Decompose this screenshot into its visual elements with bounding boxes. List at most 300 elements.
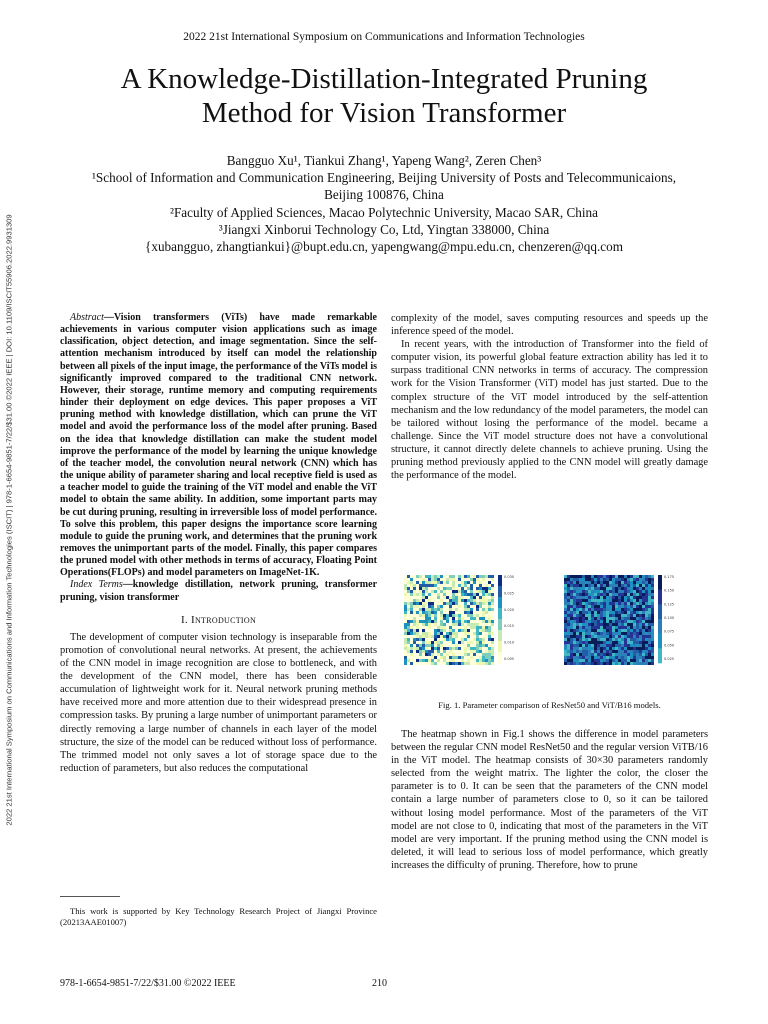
heatmap-cell [464, 611, 467, 614]
colorbar-tick-label: 0.025 [504, 591, 515, 596]
heatmap-cell [606, 596, 609, 599]
heatmap-cell [428, 602, 431, 605]
heatmap-cell [564, 593, 567, 596]
left-column [60, 312, 377, 775]
heatmap-cell [431, 650, 434, 653]
heatmap-cell [422, 617, 425, 620]
heatmap-cell [606, 608, 609, 611]
heatmap-cell [630, 575, 633, 578]
heatmap-cell [488, 659, 491, 662]
heatmap-cell [582, 635, 585, 638]
heatmap-cell [413, 656, 416, 659]
heatmap-cell [597, 629, 600, 632]
heatmap-cell [428, 590, 431, 593]
heatmap-cell [407, 596, 410, 599]
heatmap-cell [645, 647, 648, 650]
heatmap-cell [437, 644, 440, 647]
heatmap-cell [627, 605, 630, 608]
heatmap-cell [612, 608, 615, 611]
right-paragraph-1: In recent years, with the introduction of Transformer into the field of computer vision, its powerful global feature extraction ability has led it to surpass traditional CNN networks in terms of accuracy. The compression work for the Vision Transformer (ViT) model has just started. Due to the complex structure of the ViT model introduced by the self-attention mechanism and the low redundancy of the model parameters, the model can be tailored without losing the performance of the model. became a challenge. Since the ViT model structure does not have a convolutional structure, it cannot directly delete channels to achieve pruning. Using the pruning method previously applied to the CNN model will greatly damage the performance of the model. [391, 339, 708, 482]
heatmap-cell [428, 575, 431, 578]
heatmap-cell [440, 659, 443, 662]
heatmap-cell [582, 623, 585, 626]
heatmap-cell [407, 656, 410, 659]
heatmap-cell [621, 644, 624, 647]
heatmap-cell [437, 575, 440, 578]
heatmap-cell [428, 656, 431, 659]
heatmap-cell [600, 644, 603, 647]
heatmap-cell [603, 602, 606, 605]
heatmap-cell [425, 635, 428, 638]
heatmap-cell [482, 596, 485, 599]
heatmap-cell [570, 623, 573, 626]
heatmap-cell [428, 620, 431, 623]
heatmap-cell [636, 635, 639, 638]
heatmap-cell [470, 617, 473, 620]
heatmap-cell [413, 662, 416, 665]
heatmap-cell [636, 653, 639, 656]
heatmap-cell [488, 575, 491, 578]
heatmap-cell [651, 638, 654, 641]
heatmap-cell [648, 605, 651, 608]
heatmap-cell [443, 659, 446, 662]
section-heading-introduction [60, 614, 377, 627]
heatmap-cell [491, 611, 494, 614]
heatmap-cell [446, 590, 449, 593]
heatmap-cell [452, 602, 455, 605]
heatmap-cell [633, 653, 636, 656]
heatmap-cell [606, 629, 609, 632]
heatmap-cell [579, 617, 582, 620]
heatmap-cell [576, 629, 579, 632]
heatmap-cell [627, 662, 630, 665]
heatmap-cell [588, 644, 591, 647]
heatmap-cell [437, 647, 440, 650]
heatmap-cell [594, 644, 597, 647]
heatmap-cell [416, 632, 419, 635]
heatmap-cell [648, 641, 651, 644]
heatmap-cell [573, 581, 576, 584]
heatmap-cell [570, 584, 573, 587]
heatmap-cell [567, 635, 570, 638]
heatmap-cell [648, 578, 651, 581]
heatmap-cell [446, 662, 449, 665]
heatmap-cell [431, 587, 434, 590]
heatmap-cell [573, 599, 576, 602]
heatmap-cell [491, 656, 494, 659]
heatmap-cell [633, 638, 636, 641]
heatmap-cell [470, 656, 473, 659]
heatmap-cell [488, 605, 491, 608]
heatmap-cell [594, 611, 597, 614]
conference-header: 2022 21st International Symposium on Communications and Information Technologies [183, 31, 585, 43]
heatmap-cell [594, 584, 597, 587]
heatmap-cell [648, 587, 651, 590]
heatmap-cell [618, 614, 621, 617]
heatmap-cell [416, 602, 419, 605]
heatmap-cell [428, 632, 431, 635]
heatmap-cell [473, 620, 476, 623]
heatmap-cell [467, 605, 470, 608]
heatmap-cell [621, 608, 624, 611]
heatmap-cell [651, 635, 654, 638]
heatmap-cell [570, 599, 573, 602]
heatmap-cell [564, 629, 567, 632]
heatmap-cell [588, 590, 591, 593]
heatmap-cell [594, 587, 597, 590]
heatmap-cell [612, 656, 615, 659]
colorbar-segment [498, 597, 502, 608]
heatmap-cell [630, 617, 633, 620]
heatmap-cell [576, 605, 579, 608]
heatmap-cell [452, 608, 455, 611]
heatmap-cell [627, 632, 630, 635]
heatmap-cell [606, 650, 609, 653]
heatmap-cell [434, 650, 437, 653]
heatmap-cell [612, 620, 615, 623]
heatmap-cell [576, 581, 579, 584]
heatmap-cell [491, 596, 494, 599]
heatmap-cell [449, 632, 452, 635]
heatmap-cell [567, 611, 570, 614]
heatmap-cell [413, 584, 416, 587]
heatmap-cell [564, 602, 567, 605]
heatmap-cell [482, 575, 485, 578]
heatmap-cell [449, 647, 452, 650]
heatmap-cell [606, 575, 609, 578]
heatmap-cell [576, 611, 579, 614]
heatmap-cell [588, 617, 591, 620]
heatmap-cell [446, 611, 449, 614]
heatmap-cell [594, 629, 597, 632]
heatmap-cell [618, 584, 621, 587]
heatmap-cell [470, 653, 473, 656]
heatmap-cell [440, 614, 443, 617]
heatmap-cell [582, 584, 585, 587]
heatmap-cell [449, 623, 452, 626]
heatmap-cell [570, 647, 573, 650]
heatmap-cell [579, 611, 582, 614]
heatmap-cell [585, 611, 588, 614]
heatmap-cell [570, 593, 573, 596]
heatmap-cell [633, 617, 636, 620]
heatmap-cell [651, 590, 654, 593]
heatmap-cell [645, 614, 648, 617]
heatmap-cell [636, 581, 639, 584]
heatmap-cell [458, 644, 461, 647]
heatmap-cell [573, 602, 576, 605]
heatmap-cell [431, 596, 434, 599]
heatmap-cell [404, 653, 407, 656]
heatmap-cell [585, 590, 588, 593]
heatmap-cell [479, 641, 482, 644]
heatmap-cell [600, 590, 603, 593]
heatmap-cell [588, 647, 591, 650]
heatmap-cell [404, 593, 407, 596]
heatmap-cell [594, 647, 597, 650]
heatmap-cell [639, 614, 642, 617]
heatmap-cell [449, 581, 452, 584]
heatmap-cell [461, 635, 464, 638]
heatmap-cell [648, 608, 651, 611]
heatmap-cell [642, 638, 645, 641]
heatmap-cell [621, 635, 624, 638]
heatmap-cell [419, 653, 422, 656]
heatmap-cell [470, 590, 473, 593]
heatmap-cell [639, 587, 642, 590]
heatmap-cell [615, 644, 618, 647]
heatmap-cell [585, 632, 588, 635]
heatmap-cell [491, 608, 494, 611]
heatmap-cell [470, 578, 473, 581]
heatmap-cell [567, 638, 570, 641]
heatmap-cell [633, 602, 636, 605]
heatmap-cell [627, 575, 630, 578]
heatmap-cell [467, 635, 470, 638]
heatmap-cell [464, 647, 467, 650]
heatmap-cell [609, 617, 612, 620]
heatmap-cell [449, 620, 452, 623]
heatmap-cell [585, 593, 588, 596]
heatmap-cell [434, 578, 437, 581]
colorbar-tick-label: 0.015 [504, 624, 515, 629]
heatmap-cell [564, 647, 567, 650]
heatmap-cell [476, 605, 479, 608]
colorbar-segment [498, 630, 502, 641]
heatmap-cell [570, 656, 573, 659]
heatmap-cell [413, 578, 416, 581]
heatmap-cell [446, 584, 449, 587]
heatmap-cell [570, 659, 573, 662]
heatmap-cell [585, 638, 588, 641]
heatmap-cell [579, 602, 582, 605]
heatmap-cell [606, 620, 609, 623]
heatmap-cell [591, 599, 594, 602]
heatmap-cell [618, 620, 621, 623]
heatmap-cell [485, 593, 488, 596]
heatmap-cell [594, 656, 597, 659]
heatmap-cell [443, 608, 446, 611]
heatmap-cell [407, 620, 410, 623]
heatmap-cell [434, 644, 437, 647]
heatmap-cell [458, 590, 461, 593]
heatmap-cell [440, 638, 443, 641]
heatmap-cell [576, 617, 579, 620]
heatmap-cell [437, 587, 440, 590]
heatmap-cell [473, 644, 476, 647]
heatmap-cell [482, 641, 485, 644]
heatmap-cell [485, 626, 488, 629]
heatmap-cell [467, 656, 470, 659]
heatmap-cell [449, 584, 452, 587]
heatmap-cell [416, 575, 419, 578]
heatmap-cell [615, 578, 618, 581]
heatmap-cell [564, 638, 567, 641]
heatmap-cell [591, 632, 594, 635]
heatmap-cell [419, 659, 422, 662]
heatmap-cell [416, 629, 419, 632]
heatmap-cell [648, 617, 651, 620]
heatmap-cell [642, 608, 645, 611]
heatmap-cell [624, 638, 627, 641]
heatmap-cell [639, 605, 642, 608]
heatmap-cell [648, 647, 651, 650]
heatmap-cell [446, 647, 449, 650]
heatmap-cell [413, 602, 416, 605]
heatmap-cell [606, 617, 609, 620]
heatmap-cell [567, 641, 570, 644]
heatmap-cell [630, 599, 633, 602]
heatmap-cell [636, 656, 639, 659]
heatmap-cell [612, 635, 615, 638]
heatmap-cell [588, 662, 591, 665]
heatmap-cell [404, 635, 407, 638]
heatmap-cell [440, 596, 443, 599]
heatmap-cell [491, 617, 494, 620]
heatmap-cell [434, 605, 437, 608]
heatmap-cell [446, 617, 449, 620]
heatmap-cell [410, 641, 413, 644]
heatmap-cell [419, 614, 422, 617]
heatmap-cell [491, 632, 494, 635]
heatmap-cell [642, 611, 645, 614]
heatmap-cell [431, 590, 434, 593]
heatmap-cell [576, 599, 579, 602]
heatmap-cell [464, 596, 467, 599]
heatmap-cell [609, 605, 612, 608]
heatmap-cell [404, 626, 407, 629]
abstract-label: Abstract [70, 312, 104, 323]
heatmap-cell [437, 596, 440, 599]
heatmap-cell [615, 602, 618, 605]
heatmap-cell [651, 644, 654, 647]
heatmap-cell [431, 659, 434, 662]
heatmap-cell [452, 596, 455, 599]
heatmap-cell [416, 620, 419, 623]
heatmap-cell [597, 599, 600, 602]
heatmap-cell [416, 647, 419, 650]
heatmap-cell [485, 599, 488, 602]
heatmap-cell [407, 584, 410, 587]
heatmap-cell [576, 650, 579, 653]
heatmap-cell [645, 623, 648, 626]
heatmap-cell [431, 644, 434, 647]
heatmap-cell [588, 629, 591, 632]
heatmap-cell [449, 590, 452, 593]
heatmap-cell [585, 614, 588, 617]
heatmap-cell [627, 656, 630, 659]
heatmap-cell [422, 584, 425, 587]
heatmap-cell [606, 644, 609, 647]
heatmap-cell [567, 575, 570, 578]
heatmap-cell [449, 641, 452, 644]
heatmap-cell [419, 608, 422, 611]
heatmap-cell [482, 656, 485, 659]
heatmap-cell [573, 632, 576, 635]
heatmap-cell [470, 647, 473, 650]
heatmap-cell [470, 587, 473, 590]
heatmap-cell [624, 587, 627, 590]
heatmap-cell [585, 602, 588, 605]
heatmap-cell [633, 608, 636, 611]
heatmap-cell [651, 620, 654, 623]
heatmap-cell [630, 593, 633, 596]
heatmap-cell [434, 575, 437, 578]
index-terms-dash: — [122, 579, 133, 591]
heatmap-cell [434, 656, 437, 659]
heatmap-cell [651, 614, 654, 617]
heatmap-cell [615, 635, 618, 638]
heatmap-cell [482, 647, 485, 650]
heatmap-cell [579, 578, 582, 581]
heatmap-cell [573, 629, 576, 632]
heatmap-cell [413, 575, 416, 578]
heatmap-cell [582, 638, 585, 641]
heatmap-cell [461, 605, 464, 608]
heatmap-cell [600, 626, 603, 629]
heatmap-cell [443, 638, 446, 641]
heatmap-cell [413, 620, 416, 623]
heatmap-cell [570, 596, 573, 599]
heatmap-cell [419, 590, 422, 593]
heatmap-cell [452, 635, 455, 638]
heatmap-cell [410, 629, 413, 632]
heatmap-cell [621, 653, 624, 656]
heatmap-cell [452, 647, 455, 650]
heatmap-cell [591, 620, 594, 623]
heatmap-cell [443, 632, 446, 635]
heatmap-cell [567, 662, 570, 665]
heatmap-cell [603, 641, 606, 644]
heatmap-cell [446, 659, 449, 662]
heatmap-cell [431, 614, 434, 617]
heatmap-cell [642, 596, 645, 599]
heatmap-cell [639, 644, 642, 647]
heatmap-cell [443, 644, 446, 647]
heatmap-cell [576, 578, 579, 581]
heatmap-cell [467, 590, 470, 593]
heatmap-cell [428, 629, 431, 632]
heatmap-cell [410, 653, 413, 656]
abstract [60, 312, 377, 579]
heatmap-cell [416, 581, 419, 584]
heatmap-cell [485, 614, 488, 617]
heatmap-cell [573, 626, 576, 629]
heatmap-cell [425, 581, 428, 584]
heatmap-cell [443, 617, 446, 620]
heatmap-cell [428, 596, 431, 599]
heatmap-cell [603, 638, 606, 641]
heatmap-cell [648, 581, 651, 584]
heatmap-cell [449, 605, 452, 608]
heatmap-cell [404, 632, 407, 635]
heatmap-cell [428, 650, 431, 653]
heatmap-cell [473, 617, 476, 620]
colorbar-segment [498, 652, 502, 663]
heatmap-cell [404, 599, 407, 602]
heatmap-cell [482, 587, 485, 590]
heatmap-cell [491, 620, 494, 623]
heatmap-cell [597, 659, 600, 662]
heatmap-cell [434, 614, 437, 617]
heatmap-cell [609, 587, 612, 590]
heatmap-cell [591, 623, 594, 626]
heatmap-cell [428, 578, 431, 581]
heatmap-cell [642, 575, 645, 578]
heatmap-cell [573, 605, 576, 608]
heatmap-cell [458, 587, 461, 590]
heatmap-cell [434, 662, 437, 665]
